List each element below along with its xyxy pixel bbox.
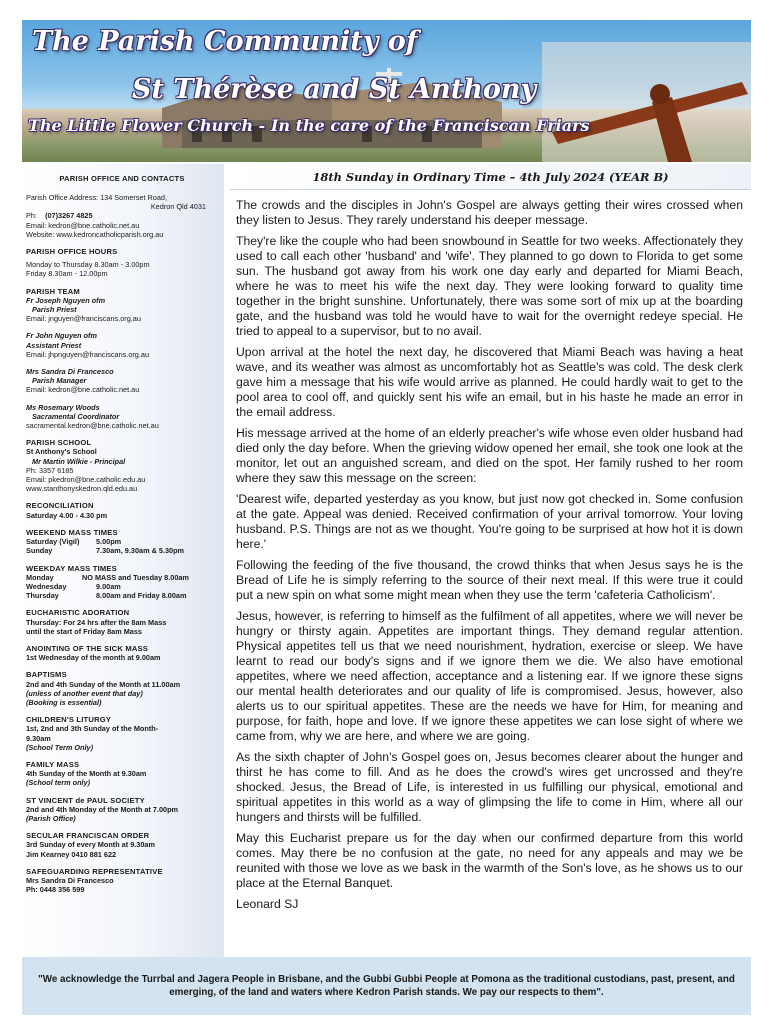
anointing-line: 1st Wednesday of the month at 9.00am (26, 653, 161, 663)
st-vincent-note: (Parish Office) (26, 813, 76, 823)
office-website[interactable]: Website: www.kedroncatholicparish.org.au (26, 229, 164, 239)
st-vincent-line: 2nd and 4th Monday of the Month at 7.00pm (26, 804, 179, 814)
childrens-liturgy-title: CHILDREN'S LITURGY (26, 715, 112, 725)
mass-time-row (26, 582, 218, 591)
homily-paragraph: As the sixth chapter of John's Gospel goes on, Jesus becomes clearer about the hunger and thirst he has come to fill. And as he does the crowd's wires get uncrossed and they're shocked. Jesus, the Bread of Life, is interested in us fulfilling our physical, emotional and spiritual appetites in this world as a way of glimpsing the life to come in Him, where all our hungers and thirsts will be fulfilled. (236, 750, 743, 824)
mass-time-row (26, 591, 218, 600)
mass-time-row (26, 573, 218, 582)
baptisms-title: BAPTISMS (26, 670, 67, 680)
office-email[interactable]: Email: kedron@bne.catholic.net.au (26, 220, 140, 230)
masthead-banner (22, 20, 751, 162)
weekend-mass-title: WEEKEND MASS TIMES (26, 527, 118, 537)
mass-time-row (26, 537, 218, 546)
baptisms-note: (unless of another event that day) (26, 688, 143, 698)
phone-label: Ph: (26, 211, 37, 221)
team-member-role: Sacramental Coordinator (32, 411, 120, 421)
safeguarding-phone: Ph: 0448 356 599 (26, 885, 85, 895)
office-address-city: Kedron Qld 4031 (150, 202, 206, 212)
homily-paragraph: Upon arrival at the hotel the next day, he discovered that Miami Beach was having a heat wave, and its weather was almost as uncomfortably hot as Seattle's was cold. The desk clerk gave him a message that his wife would arrive as planned. He could hardly wait to get to the pool area to cool off, and quickly sent his wife an email, but in his haste he made an error in the email address. (236, 345, 743, 419)
mass-time: 5.00pm (96, 537, 122, 547)
adoration-title: EUCHARISTIC ADORATION (26, 608, 130, 618)
safeguarding-block (26, 867, 218, 895)
homily-paragraph: 'Dearest wife, departed yesterday as you know, but just now got checked in. Some confusion at the gate. Appeal was denied. Received confirmation of your arrival tomorrow. Your loving husband. P.S. Things are not as we thought. You're going to be surprised at how hot it is down here.' (236, 492, 743, 551)
team-member-role: Parish Priest (32, 305, 77, 315)
team-member-email[interactable]: Email: kedron@bne.catholic.net.au (26, 385, 140, 395)
school-email[interactable]: Email: pkedron@bne.catholic.edu.au (26, 475, 146, 485)
mass-time: 7.30am, 9.30am & 5.30pm (96, 546, 185, 556)
acknowledgement-footer (22, 957, 751, 1015)
mass-day: Thursday (26, 591, 59, 601)
team-member-name: Fr John Nguyen ofm (26, 331, 97, 341)
team-member (26, 367, 218, 395)
mass-time: NO MASS and Tuesday 8.00am (82, 572, 189, 582)
reconciliation-block (26, 501, 218, 519)
homily-signature: Leonard SJ (236, 897, 299, 911)
anointing-title: ANOINTING OF THE SICK MASS (26, 643, 149, 653)
team-member-name: Ms Rosemary Woods (26, 402, 100, 412)
secular-franciscan-contact: Jim Kearney 0410 881 622 (26, 849, 117, 859)
homily-article (230, 190, 751, 912)
adoration-block (26, 608, 218, 636)
weekday-mass-title: WEEKDAY MASS TIMES (26, 563, 117, 573)
team-member-email[interactable]: sacramental.kedron@bne.catholic.net.au (26, 421, 159, 431)
school-website[interactable]: www.stanthonyskedron.qld.edu.au (26, 484, 138, 494)
school-phone[interactable]: Ph: 3357 6185 (26, 465, 74, 475)
office-hours-line: Friday 8.30am - 12.00pm (26, 269, 108, 279)
homily-paragraph: May this Eucharist prepare us for the day when our confirmed departure from this world comes. May there be no confusion at the gate, no need for any appeals and may we be reunited with those we love as we bask in the warmth of the Son's love, as he shows us to our place at the Eternal Banquet. (236, 831, 743, 890)
secular-franciscan-block (26, 831, 218, 859)
team-member-role: Parish Manager (32, 376, 87, 386)
parish-title-line1: The Parish Community of (32, 26, 418, 57)
parish-subtitle: The Little Flower Church - In the care of the Franciscan Friars (28, 116, 590, 135)
homily-paragraph: The crowds and the disciples in John's Gospel are always getting their wires crossed when they listen to Jesus. They rarely understand his deeper message. (236, 198, 743, 227)
parish-team-block (26, 287, 218, 431)
homily-paragraph: They're like the couple who had been snowbound in Seattle for two weeks. Affectionately they used to call each other 'husband' and 'wife'. They planned to go down to Florida to get some sun. The husband got away from his work one day early and departed for Miami Beach, where he was to meet his wife the next day. They were looking forward to quality time together in the bright sunshine. Unfortunately, there was some sort of mix up at the boarding gate, and the husband was told he would have to wait for the overnight redeye special. He tried to appeal to a supervisor, but to no avail. (236, 234, 743, 338)
homily-paragraph: Following the feeding of the five thousand, the crowd thinks that when Jesus says he is the Bread of Life he is simply referring to the source of their next meal. If this were true it could put a new spin on what some might mean when they use the term 'cafeteria Catholicism'. (236, 558, 743, 602)
liturgy-line: 1st, 2nd and 3th Sunday of the Month- (26, 724, 159, 734)
team-member-role: Assistant Priest (26, 340, 82, 350)
school-name: St Anthony's School (26, 447, 97, 457)
family-mass-line: 4th Sunday of the Month at 9.30am (26, 769, 147, 779)
anointing-block (26, 644, 218, 662)
office-hours-line: Monday to Thursday 8.30am - 3.00pm (26, 260, 150, 270)
homily-column (230, 164, 751, 918)
family-mass-block (26, 760, 218, 788)
office-hours-block (26, 247, 218, 279)
office-hours-title: PARISH OFFICE HOURS (26, 247, 118, 257)
weekday-mass-block (26, 564, 218, 601)
safeguarding-name: Mrs Sandra Di Francesco (26, 875, 114, 885)
safeguarding-title: SAFEGUARDING REPRESENTATIVE (26, 866, 163, 876)
family-mass-title: FAMILY MASS (26, 759, 80, 769)
liturgy-line: 9.30am (26, 733, 51, 743)
mass-day: Saturday (Vigil) (26, 537, 80, 547)
parish-team-title: PARISH TEAM (26, 286, 80, 296)
office-phone[interactable]: (07)3267 4825 (45, 211, 93, 221)
liturgy-note: (School Term Only) (26, 742, 94, 752)
adoration-line: Thursday: For 24 hrs after the 8am Mass (26, 617, 167, 627)
st-vincent-block (26, 796, 218, 824)
sidebar-heading: PARISH OFFICE AND CONTACTS (59, 174, 185, 183)
weekend-mass-block (26, 528, 218, 556)
baptisms-note: (Booking is essential) (26, 697, 102, 707)
st-vincent-title: ST VINCENT de PAUL SOCIETY (26, 795, 145, 805)
reconciliation-title: RECONCILIATION (26, 501, 94, 511)
secular-franciscan-title: SECULAR FRANCISCAN ORDER (26, 831, 150, 841)
adoration-line: until the start of Friday 8am Mass (26, 626, 142, 636)
mass-time-row (26, 546, 218, 555)
crucifix-image (542, 42, 751, 162)
mass-day: Sunday (26, 546, 53, 556)
team-member-email[interactable]: Email: jnguyen@franciscans.org.au (26, 314, 141, 324)
team-member-name: Fr Joseph Nguyen ofm (26, 295, 106, 305)
family-mass-note: (School term only) (26, 778, 91, 788)
team-member (26, 331, 218, 359)
parish-school-title: PARISH SCHOOL (26, 438, 92, 448)
mass-day: Wednesday (26, 581, 67, 591)
baptisms-line: 2nd and 4th Sunday of the Month at 11.00am (26, 679, 181, 689)
team-member-name: Mrs Sandra Di Francesco (26, 367, 114, 377)
team-member (26, 296, 218, 324)
school-principal: Mr Martin Wilkie - Principal (32, 456, 126, 466)
reconciliation-time: Saturday 4.00 - 4.30 pm (26, 510, 108, 520)
secular-franciscan-line: 3rd Sunday of every Month at 9.30am (26, 840, 155, 850)
mass-day: Monday (26, 572, 54, 582)
office-phone-row (26, 211, 218, 220)
office-address: Parish Office Address: 134 Somerset Road, (26, 193, 168, 202)
office-block (26, 193, 218, 239)
team-member (26, 403, 218, 431)
contacts-sidebar (22, 164, 224, 964)
homily-paragraph: Jesus, however, is referring to himself as the fulfilment of all appetites, where we will never be hungry or thirsty again. Appetites are important things. They demand regular attention. Physical appetites tell us that we need nourishment, hydration, exercise or sleep. We have learnt to read our body's signs and if we ignore them we die. We also have emotional appetites, where we need affection, acceptance and a listening ear. If we ignore these signs our mental health deteriorates and our quality of life is compromised. Jesus, however, also alerts us to our spiritual appetites. These are the needs we have for Him, for meaning and purpose, for faith, hope and love. If we ignore these appetites we can lose sight of where we came from, why we are here, and where we are going. (236, 609, 743, 743)
baptisms-block (26, 670, 218, 707)
sunday-title: 18th Sunday in Ordinary Time – 4th July 2024 (YEAR B) (230, 164, 751, 190)
acknowledgement-text: "We acknowledge the Turrbal and Jagera People in Brisbane, and the Gubbi Gubbi People at Pomona as the traditional custodians, past, present, and emerging, of the land and waters where Kedron Parish stands. We pay our respects to them". (38, 974, 735, 998)
team-member-email[interactable]: Email: jhpnguyen@franciscans.org.au (26, 349, 150, 359)
parish-title-line2: St Thérèse and St Anthony (132, 74, 537, 105)
childrens-liturgy-block (26, 715, 218, 752)
parish-school-block (26, 438, 218, 493)
mass-time: 9.00am (96, 581, 121, 591)
homily-paragraph: His message arrived at the home of an elderly preacher's wife whose even older husband had died only the day before. When the grieving widow opened her email, she took one look at the monitor, let out an anguished scream, and died on the spot. Her family rushed to her room where they saw this message on the screen: (236, 426, 743, 485)
mass-time: 8.00am and Friday 8.00am (96, 591, 187, 601)
